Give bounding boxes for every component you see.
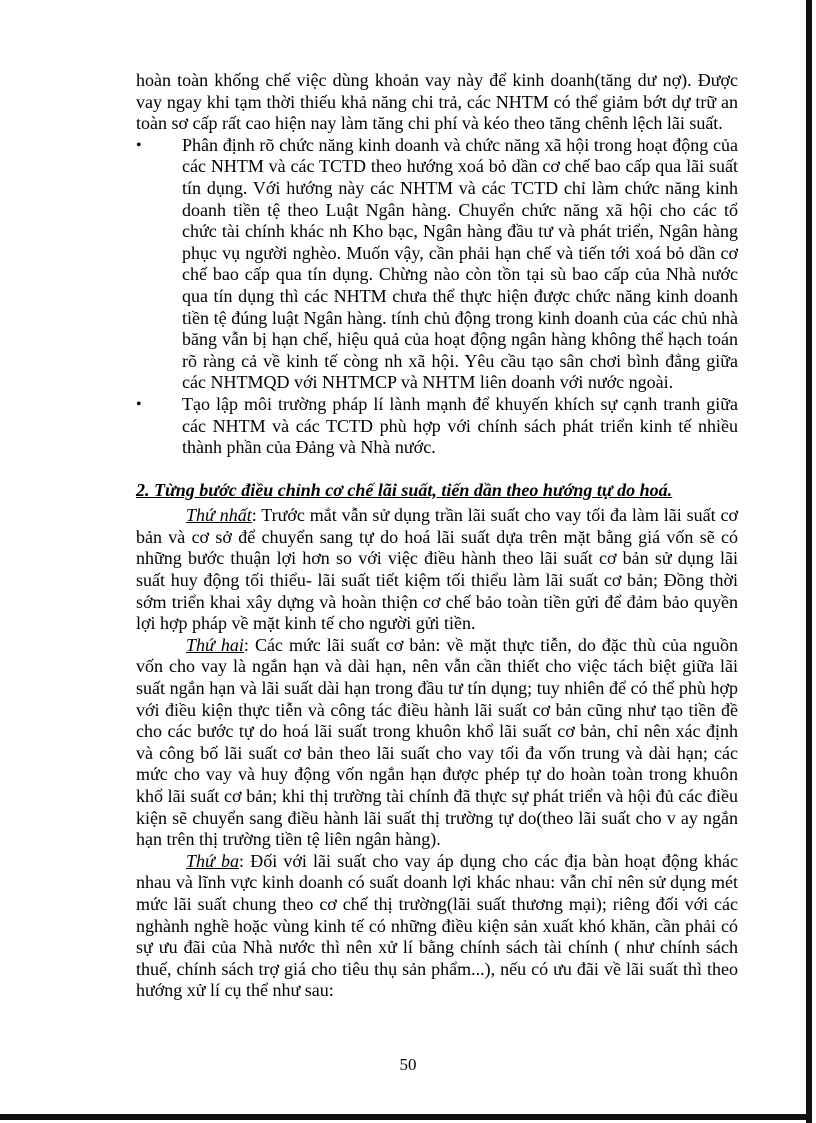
bullet-text: Phân định rõ chức năng kinh doanh và chức năng xã hội trong hoạt động của các NHTM và các TCTD theo hướng xoá bỏ dần cơ chế bao cấp qua lãi suất tín dụng. Với hướng này các NHTM và các TCTD chỉ làm chức năng kinh doanh tiền tệ theo Luật Ngân hàng. Chuyển chức năng xã hội cho các tổ chức tài chính khác nh Kho bạc, Ngân hàng đầu tư và phát triển, Ngân hàng phục vụ người nghèo. Muốn vậy, cần phải hạn chế và tiến tới xoá bỏ dần cơ chế bao cấp qua tín dụng. Chừng nào còn tồn tại sù bao cấp của Nhà nước qua tín dụng thì các NHTM chưa thể thực hiện được chức năng kinh doanh tiền tệ đúng luật Ngân hàng. tính chủ động trong kinh doanh của các chủ nhà băng vẫn bị hạn chế, hiệu quả của hoạt động ngân hàng không thể hạch toán rõ ràng cả về kinh tế còng nh xã hội. Yêu cầu tạo sân chơi bình đẳng giữa các NHTMQD với NHTMCP và NHTM liên doanh với nước ngoài. (182, 134, 738, 393)
bullet-text: Tạo lập môi trường pháp lí lành mạnh để khuyến khích sự cạnh tranh giữa các NHTM và các TCTD phù hợp với chính sách phát triển kinh tế nhiều thành phần của Đảng và Nhà nước. (182, 393, 738, 458)
bullet-item (136, 135, 738, 394)
paragraph-thu-hai (136, 635, 738, 851)
bullet-icon: • (136, 395, 142, 413)
paragraph-thu-nhat (136, 505, 738, 635)
page-border-bottom (0, 1114, 812, 1120)
paragraph-lead: Thứ nhất (186, 505, 252, 526)
paragraph-lead: Thứ ba (186, 850, 240, 871)
page-body (136, 70, 738, 1002)
paragraph-text: : Trước mắt vẫn sử dụng trần lãi suất cho vay tối đa làm lãi suất cơ bản và cơ sở để chuyển sang tự do hoá lãi suất dựa trên mặt bằng giá vốn sẽ có những bước thuận lợi hơn so với việc điều hành theo lãi suất cơ bản sử dụng lãi suất huy động tối thiểu- lãi suất tiết kiệm tối thiểu làm lãi suất cơ bản; Đồng thời sớm triển khai xây dựng và hoàn thiện cơ chế bảo toàn tiền gửi để đảm bảo quyền lợi hợp pháp về mặt kinh tế cho người gửi tiền. (136, 505, 738, 634)
paragraph-continuation: hoàn toàn khống chế việc dùng khoản vay này để kinh doanh(tăng dư nợ). Được vay ngay khi tạm thời thiếu khả năng chi trả, các NHTM có thể giảm bớt dự trữ an toàn sơ cấp rất cao hiện nay làm tăng chi phí và kéo theo tăng chênh lệch lãi suất. (136, 70, 738, 134)
page-number: 50 (399, 1055, 417, 1074)
paragraph-lead: Thứ hai (186, 634, 244, 655)
paragraph-text: : Đối với lãi suất cho vay áp dụng cho các địa bàn hoạt động khác nhau và lĩnh vực kinh doanh có suất doanh lợi khác nhau: vẫn chỉ nên sử dụng mét mức lãi suất chung theo cơ chế thị trường(lãi suất thương mại); riêng đối với các nghành nghề hoặc vùng kinh tế có những điều kiện sản xuất khó khăn, cần phải có sự ưu đãi của Nhà nước thì nên xử lí bằng chính sách tài chính ( như chính sách thuế, chính sách trợ giá cho tiêu thụ sản phẩm...), nếu có ưu đãi về lãi suất thì theo hướng xử lí cụ thể như sau: (136, 850, 739, 1001)
page-border-right (806, 0, 812, 1123)
paragraph-thu-ba (136, 851, 738, 1002)
section-heading: 2. Từng bước điều chỉnh cơ chế lãi suất, tiến dần theo hướng tự do hoá. (136, 479, 673, 500)
paragraph-text: : Các mức lãi suất cơ bản: về mặt thực tiễn, do đặc thù của nguồn vốn cho vay là ngắn hạn và dài hạn, nên vẫn cần thiết cho việc tách biệt giữa lãi suất ngắn hạn và lãi suất dài hạn trong đầu tư tín dụng; tuy nhiên để có thể phù hợp với điều kiện thực tiễn và công tác điều hành lãi suất cơ bản cũng như tạo tiền đề cho các bước tự do hoá lãi suất trong khuôn khổ lãi suất cơ bản, chỉ nên xác định và công bố lãi suất cơ bản theo lãi suất cho vay tối đa vốn trung và dài hạn; các mức cho vay và huy động vốn ngắn hạn được phép tự do hoàn toàn trong khuôn khổ lãi suất cơ bản; khi thị trường tài chính đã thực sự phát triển và hội đủ các điều kiện sẽ chuyển sang điều hành lãi suất thị trường tự do(theo lãi suất cho v ay ngắn hạn trên thị trường tiền tệ liên ngân hàng). (136, 634, 738, 850)
bullet-icon: • (136, 136, 142, 154)
bullet-item (136, 394, 738, 459)
